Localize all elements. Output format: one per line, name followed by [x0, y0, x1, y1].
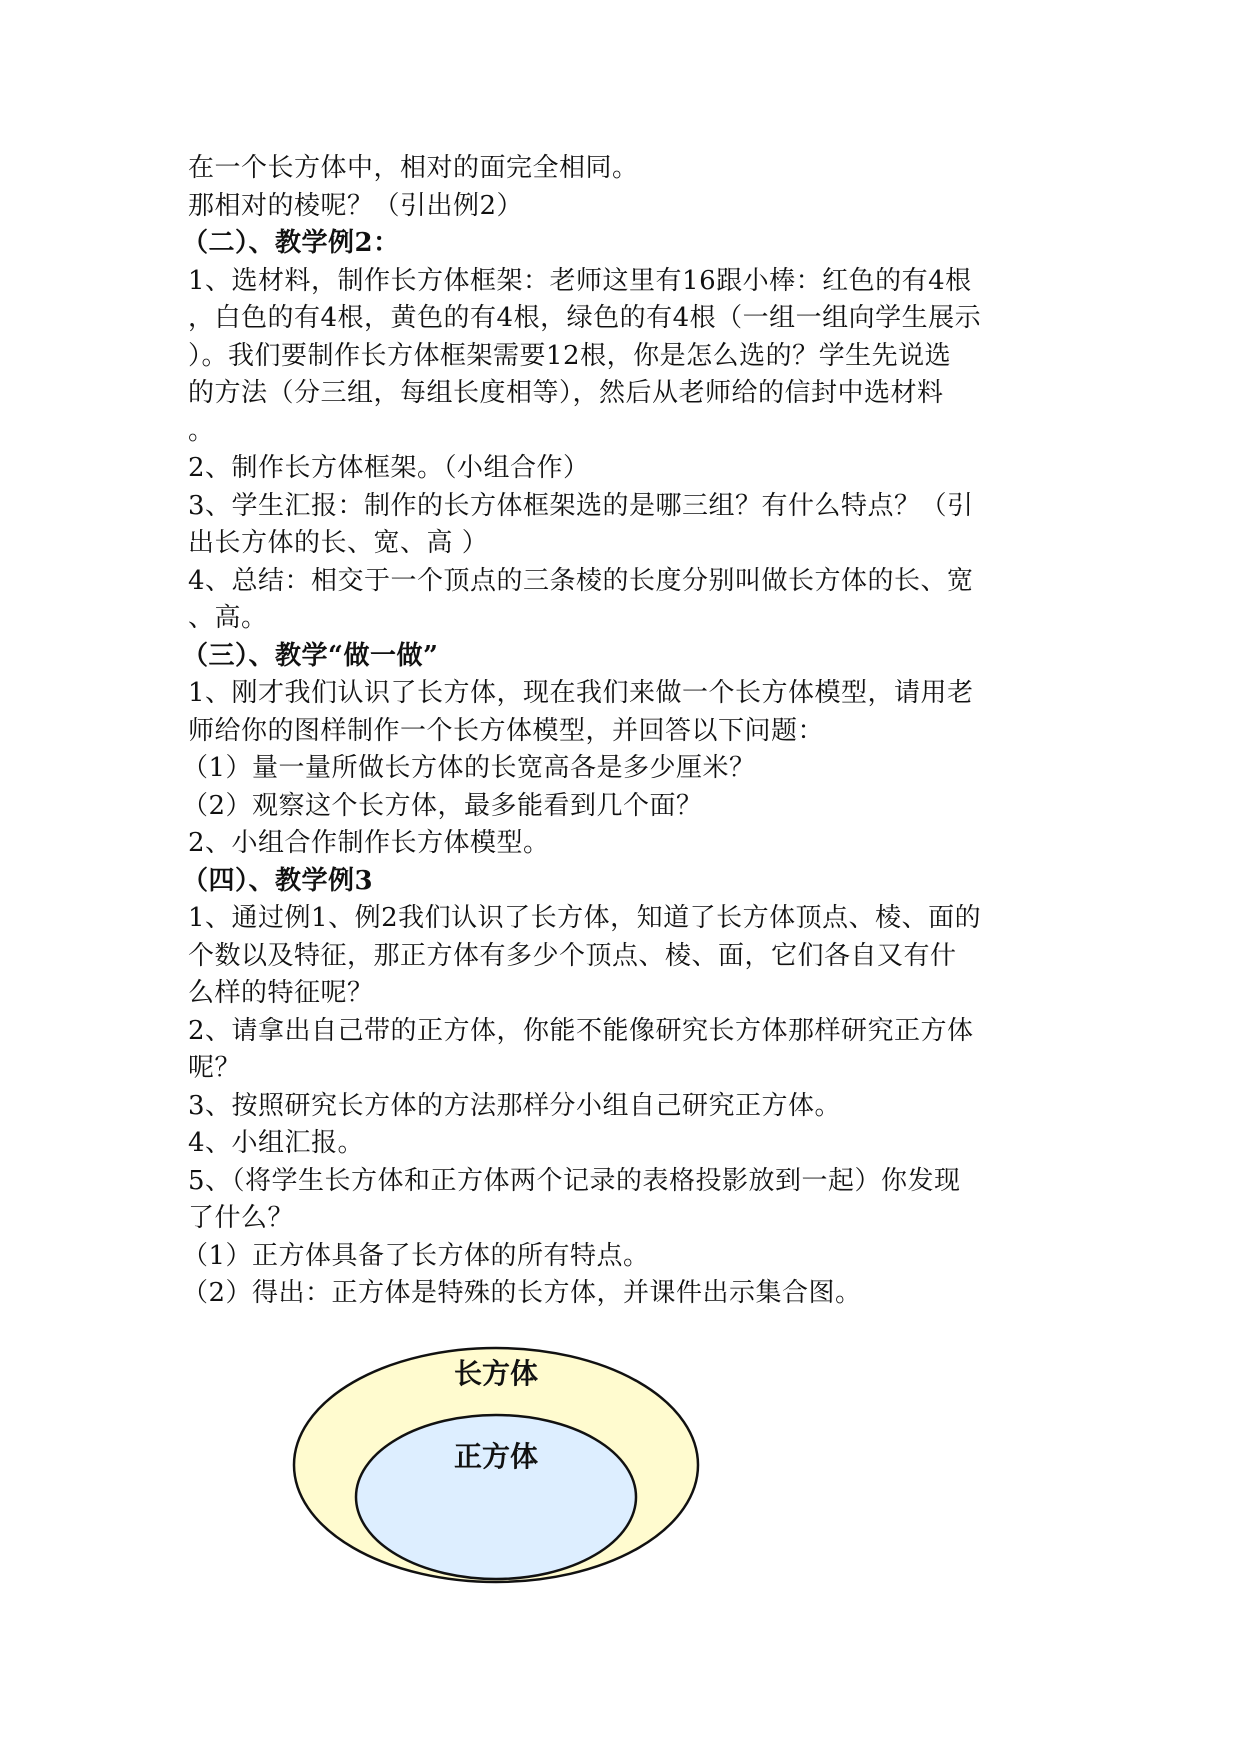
text-line: 在一个长方体中，相对的面完全相同。: [188, 153, 639, 183]
text-line: 师给你的图样制作一个长方体模型，并回答以下问题：: [188, 715, 825, 746]
text-line: 出长方体的长、宽、高 ）: [188, 528, 489, 558]
text-line: 的方法（分三组，每组长度相等），然后从老师给的信封中选材料: [188, 378, 944, 408]
text-line: ）。我们要制作长方体框架需要12根，你是怎么选的？学生先说选: [188, 340, 952, 371]
document-body: [182, 150, 1068, 1313]
section-heading: （四）、教学例3: [182, 865, 374, 896]
text-line: 3、学生汇报：制作的长方体框架选的是哪三组？有什么特点？（引: [188, 490, 974, 521]
text-line: 4、小组汇报。: [188, 1128, 365, 1158]
text-line: 1、通过例1、例2我们认识了长方体，知道了长方体顶点、棱、面的: [188, 903, 982, 933]
section-heading: （三）、教学“做一做”: [182, 640, 439, 671]
text-line: 2、请拿出自己带的正方体，你能不能像研究长方体那样研究正方体: [188, 1015, 974, 1046]
text-line: 个数以及特征，那正方体有多少个顶点、棱、面，它们各自又有什: [188, 940, 957, 971]
text-line: 1、刚才我们认识了长方体，现在我们来做一个长方体模型，请用老: [188, 678, 974, 708]
text-line: 5、（将学生长方体和正方体两个记录的表格投影放到一起）你发现: [188, 1165, 961, 1196]
inner-set-label: 正方体: [453, 1440, 539, 1473]
text-line: 了什么？: [188, 1203, 295, 1233]
text-line: 1、选材料，制作长方体框架：老师这里有16跟小棒：红色的有4根: [188, 265, 972, 296]
outer-set-label: 长方体: [453, 1357, 539, 1390]
text-line: 3、按照研究长方体的方法那样分小组自己研究正方体。: [188, 1090, 842, 1121]
text-line: 4、总结：相交于一个顶点的三条棱的长度分别叫做长方体的长、宽: [188, 565, 974, 596]
text-line: （1）正方体具备了长方体的所有特点。: [182, 1240, 650, 1271]
text-line: 。: [188, 415, 215, 446]
text-line: （1）量一量所做长方体的长宽高各是多少厘米？: [182, 753, 756, 783]
section-heading: （二）、教学例2：: [182, 228, 400, 258]
text-line: 、高。: [188, 603, 268, 633]
text-line: （2）得出：正方体是特殊的长方体，并课件出示集合图。: [182, 1278, 862, 1308]
text-line: 那相对的棱呢？（引出例2）: [188, 190, 524, 221]
set-diagram: [290, 1345, 710, 1585]
text-line: 2、制作长方体框架。（小组合作）: [188, 453, 590, 483]
text-line: 呢？: [188, 1053, 242, 1083]
text-line: 2、小组合作制作长方体模型。: [188, 828, 550, 858]
text-line: （2）观察这个长方体，最多能看到几个面？: [182, 790, 703, 821]
text-line: 么样的特征呢？: [188, 978, 374, 1008]
text-line: ，白色的有4根，黄色的有4根，绿色的有4根（一组一组向学生展示: [188, 303, 982, 333]
